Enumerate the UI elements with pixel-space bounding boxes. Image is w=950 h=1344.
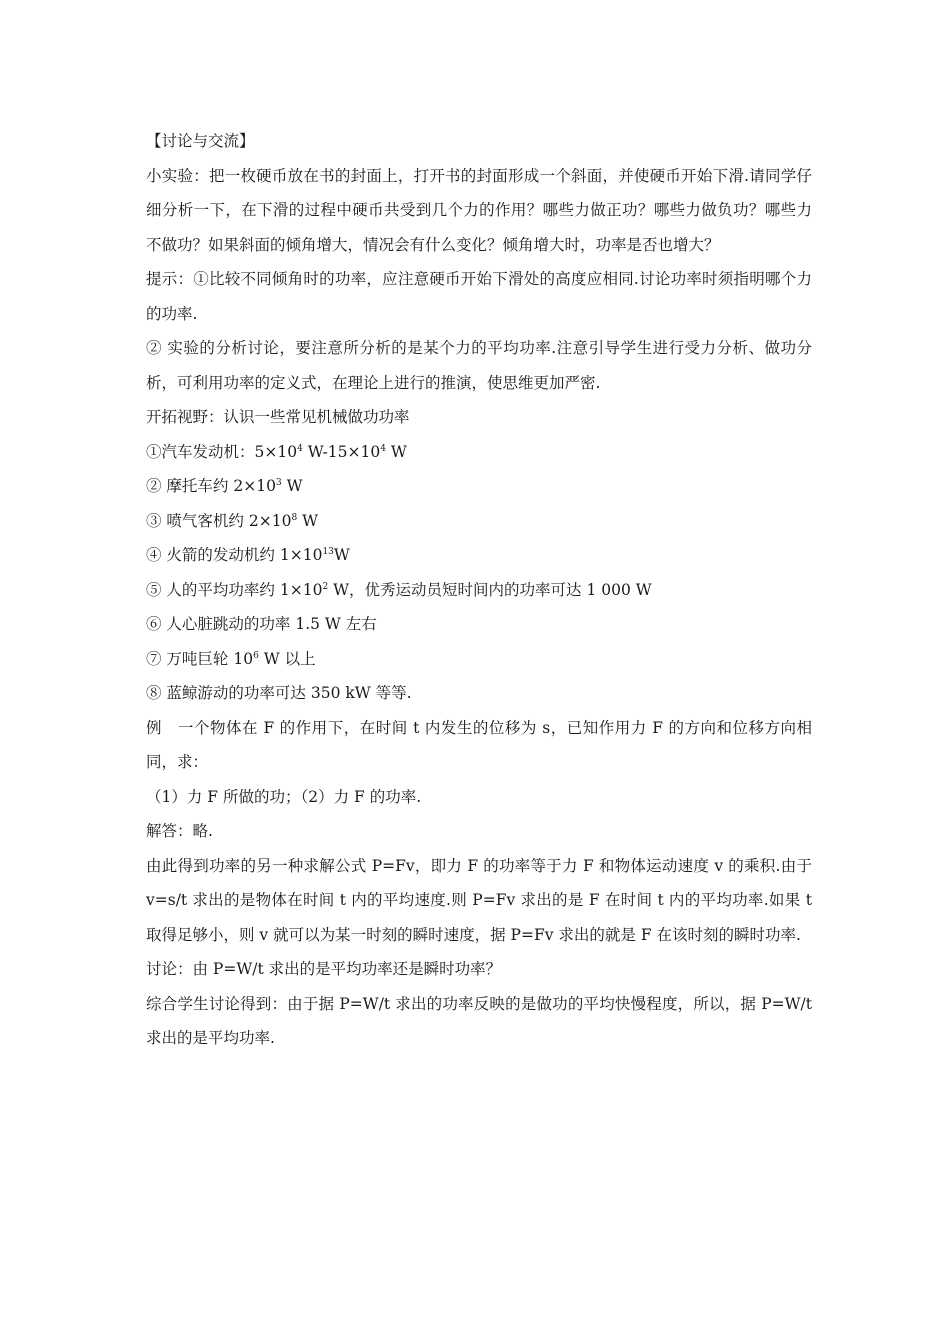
power-list-item: ⑧ 蓝鲸游动的功率可达 350 kW 等等. — [146, 684, 412, 702]
power-list-item: ⑤ 人的平均功率约 $1\times 10^2$ W，优秀运动员短时间内的功率可达 1 000 W — [146, 580, 652, 599]
derivation-paragraph: 由此得到功率的另一种求解公式 P=Fv，即力 F 的功率等于力 F 和物体运动速度 v 的乘积.由于 v=s/t 求出的是物体在时间 t 内的平均速度.则 P=Fv 求出的是 F 在时间 t 内的平均功率.如果 t 取得足够小，则 v 就可以为某一时刻的瞬时速度，据 P=Fv 求出的就是 F 在该时刻的瞬时功率. — [146, 856, 812, 944]
section-heading: 【讨论与交流】 — [146, 132, 255, 150]
discussion-line: 讨论：由 P=W/t 求出的是平均功率还是瞬时功率？ — [146, 960, 502, 978]
document-body — [146, 124, 812, 1056]
conclusion-paragraph: 综合学生讨论得到：由于据 P=W/t 求出的功率反映的是做功的平均快慢程度，所以，据 P=W/t 求出的是平均功率. — [146, 994, 812, 1047]
power-list-item: ② 摩托车约 $2\times 10^3$ W — [146, 477, 303, 495]
hint-paragraph-2: ② 实验的分析讨论，要注意所分析的是某个力的平均功率.注意引导学生进行受力分析、做功分析，可利用功率的定义式，在理论上进行的推演，使思维更加严密. — [146, 339, 812, 392]
example-question: （1）力 F 所做的功；（2）力 F 的功率. — [146, 787, 422, 806]
answer-line: 解答：略. — [146, 822, 213, 840]
power-list-item: ④ 火箭的发动机约 $1\times 10^{13}W$ — [146, 546, 350, 564]
power-list-item: ⑦ 万吨巨轮 $10^6$ W 以上 — [146, 649, 316, 668]
hint-paragraph-1: 提示：①比较不同倾角时的功率，应注意硬币开始下滑处的高度应相同.讨论功率时须指明哪个力的功率. — [146, 270, 812, 323]
experiment-paragraph: 小实验：把一枚硬币放在书的封面上，打开书的封面形成一个斜面，并使硬币开始下滑.请同学仔细分析一下，在下滑的过程中硬币共受到几个力的作用？哪些力做正功？哪些力做负功？哪些力不做功？如果斜面的倾角增大，情况会有什么变化？倾角增大时，功率是否也增大？ — [146, 166, 812, 254]
power-list-item: ⑥ 人心脏跳动的功率 1.5 W 左右 — [146, 615, 377, 633]
example-paragraph: 例 一个物体在 F 的作用下，在时间 t 内发生的位移为 s，已知作用力 F 的方向和位移方向相同，求： — [146, 718, 812, 771]
power-list-item: ③ 喷气客机约 $2\times 10^8$ W — [146, 511, 319, 530]
vision-title: 开拓视野：认识一些常见机械做功功率 — [146, 408, 410, 426]
power-list-item: ①汽车发动机：$5\times 10^4$ $W-15\times 10^4$ W — [146, 442, 407, 461]
